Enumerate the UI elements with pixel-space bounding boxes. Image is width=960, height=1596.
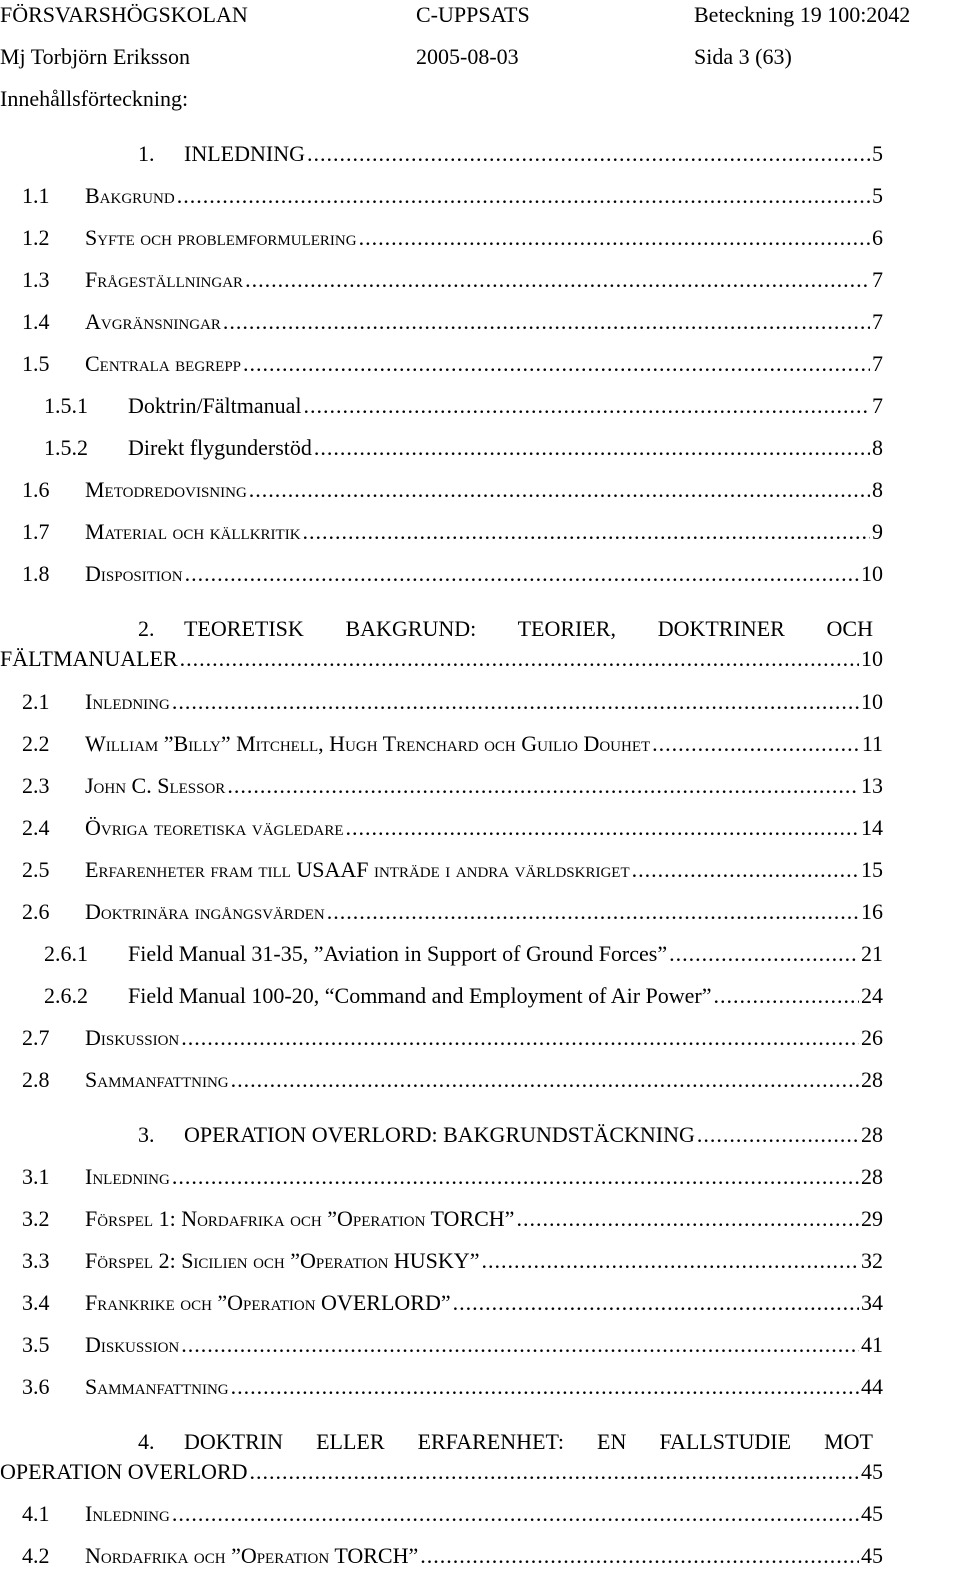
leader-dots: [245, 267, 870, 293]
toc-number: 2.7: [22, 1025, 50, 1050]
leader-dots: [669, 941, 859, 967]
toc-entry-title: Inledning: [85, 1501, 170, 1526]
toc-entry-title: Frågeställningar: [85, 267, 244, 292]
toc-entry-title: Övriga teoretiska vägledare: [85, 815, 344, 840]
toc-page: 8: [872, 435, 883, 460]
toc-page: 41: [861, 1332, 883, 1357]
toc-number: 1.7: [22, 519, 50, 544]
toc-entry-4-2[interactable]: [0, 1543, 960, 1573]
toc-page: 7: [872, 351, 883, 376]
toc-entry-title: OPERATION OVERLORD: [0, 1459, 248, 1484]
toc-entry-1-8[interactable]: [0, 561, 960, 591]
toc-entry-4-line-2[interactable]: [0, 1459, 960, 1489]
toc-page: 32: [861, 1248, 883, 1273]
toc-number: 1.8: [22, 561, 50, 586]
toc-entry-2-5[interactable]: [0, 857, 960, 887]
toc-entry-title: Centrala begrepp: [85, 351, 242, 376]
leader-dots: [314, 435, 870, 461]
toc-page: 24: [861, 983, 883, 1008]
toc-entry-1-5-2[interactable]: [0, 435, 960, 465]
toc-page: 7: [872, 309, 883, 334]
toc-entry-title: OPERATION OVERLORD: BAKGRUNDSTÄCKNING: [184, 1122, 695, 1147]
toc-number: 3.3: [22, 1248, 50, 1273]
page-number: Sida 3 (63): [694, 44, 792, 69]
leader-dots: [181, 1332, 859, 1358]
toc-page: 10: [861, 646, 883, 671]
toc-entry-title: Nordafrika och ”Operation TORCH”: [85, 1543, 419, 1568]
toc-page: 21: [861, 941, 883, 966]
toc-entry-1-4[interactable]: [0, 309, 960, 339]
toc-entry-title: Sammanfattning: [85, 1067, 229, 1092]
leader-dots: [172, 1164, 859, 1190]
leader-dots: [231, 1374, 859, 1400]
toc-entry-3-4[interactable]: [0, 1290, 960, 1320]
toc-page: 45: [861, 1459, 883, 1484]
toc-entry-1-1[interactable]: [0, 183, 960, 213]
toc-number: 2.8: [22, 1067, 50, 1092]
page-header-row-2: [0, 44, 960, 74]
toc-number: 3.5: [22, 1332, 50, 1357]
toc-entry-title: John C. Slessor: [85, 773, 226, 798]
toc-entry-title: Syfte och problemformulering: [85, 225, 357, 250]
leader-dots: [227, 773, 859, 799]
toc-page: 7: [872, 393, 883, 418]
toc-number: 1.5.2: [44, 435, 88, 460]
leader-dots: [307, 141, 870, 167]
toc-entry-4-line-1[interactable]: [0, 1429, 960, 1459]
toc-entry-1[interactable]: [0, 141, 960, 171]
leader-dots: [249, 477, 870, 503]
leader-dots: [632, 857, 859, 883]
toc-entry-title: Doktrin/Fältmanual: [128, 393, 302, 418]
toc-number: 4.1: [22, 1501, 50, 1526]
document-date: 2005-08-03: [416, 44, 519, 69]
toc-entry-2-6-1[interactable]: [0, 941, 960, 971]
toc-page: 26: [861, 1025, 883, 1050]
leader-dots: [185, 561, 859, 587]
toc-entry-title: Direkt flygunderstöd: [128, 435, 312, 460]
toc-page: 7: [872, 267, 883, 292]
leader-dots: [303, 519, 870, 545]
toc-number: 2.4: [22, 815, 50, 840]
toc-entry-2-4[interactable]: [0, 815, 960, 845]
toc-entry-3-6[interactable]: [0, 1374, 960, 1404]
toc-entry-title: Diskussion: [85, 1332, 180, 1357]
toc-entry-4-1[interactable]: [0, 1501, 960, 1531]
toc-number: 1.4: [22, 309, 50, 334]
toc-entry-title: Bakgrund: [85, 183, 175, 208]
toc-number: 2.1: [22, 689, 50, 714]
toc-entry-title: Inledning: [85, 689, 170, 714]
toc-entry-1-3[interactable]: [0, 267, 960, 297]
leader-dots: [223, 309, 870, 335]
toc-page: 45: [861, 1543, 883, 1568]
toc-page: 28: [861, 1164, 883, 1189]
toc-entry-1-5-1[interactable]: [0, 393, 960, 423]
toc-entry-title: Förspel 1: Nordafrika och ”Operation TORCH”: [85, 1206, 515, 1231]
toc-number: 1.1: [22, 183, 50, 208]
leader-dots: [327, 899, 859, 925]
leader-dots: [243, 351, 870, 377]
toc-entry-1-2[interactable]: [0, 225, 960, 255]
leader-dots: [714, 983, 859, 1009]
toc-entry-1-6[interactable]: [0, 477, 960, 507]
document-type: C-UPPSATS: [416, 2, 530, 27]
leader-dots: [652, 731, 860, 757]
leader-dots: [359, 225, 870, 251]
toc-entry-1-7[interactable]: [0, 519, 960, 549]
leader-dots: [172, 689, 859, 715]
toc-entry-3-1[interactable]: [0, 1164, 960, 1194]
toc-entry-title: Metodredovisning: [85, 477, 247, 502]
toc-entry-2-line-2[interactable]: [0, 646, 960, 676]
toc-entry-title: Inledning: [85, 1164, 170, 1189]
school-name: FÖRSVARSHÖGSKOLAN: [0, 2, 248, 27]
leader-dots: [250, 1459, 860, 1485]
leader-dots: [231, 1067, 859, 1093]
toc-entry-2-8[interactable]: [0, 1067, 960, 1097]
toc-number: 3.2: [22, 1206, 50, 1231]
toc-entry-2-7[interactable]: [0, 1025, 960, 1055]
toc-entry-2-3[interactable]: [0, 773, 960, 803]
designation: Beteckning 19 100:2042: [694, 2, 911, 27]
toc-number: 3.: [138, 1122, 155, 1147]
toc-page: 5: [872, 141, 883, 166]
toc-entry-title: Avgränsningar: [85, 309, 221, 334]
toc-page: 16: [861, 899, 883, 924]
toc-entry-3-3[interactable]: [0, 1248, 960, 1278]
toc-number: 4.: [138, 1429, 155, 1454]
toc-number: 1.: [138, 141, 155, 166]
toc-number: 2.5: [22, 857, 50, 882]
toc-entry-1-5[interactable]: [0, 351, 960, 381]
leader-dots: [346, 815, 859, 841]
leader-dots: [697, 1122, 859, 1148]
toc-page: 44: [861, 1374, 883, 1399]
page-header-row-1: [0, 2, 960, 32]
toc-number: 1.5: [22, 351, 50, 376]
toc-page: 13: [861, 773, 883, 798]
toc-number: 3.1: [22, 1164, 50, 1189]
leader-dots: [177, 183, 870, 209]
toc-entry-2-1[interactable]: [0, 689, 960, 719]
leader-dots: [181, 1025, 859, 1051]
toc-page: 8: [872, 477, 883, 502]
toc-number: 2.: [138, 616, 155, 641]
toc-page: 34: [861, 1290, 883, 1315]
toc-entry-title: Field Manual 100-20, “Command and Employment of Air Power”: [128, 983, 712, 1008]
toc-page: 28: [861, 1122, 883, 1147]
toc-number: 2.6: [22, 899, 50, 924]
toc-number: 4.2: [22, 1543, 50, 1568]
toc-number: 1.3: [22, 267, 50, 292]
toc-page: 6: [872, 225, 883, 250]
author-name: Mj Torbjörn Eriksson: [0, 44, 190, 69]
toc-entry-title: William ”Billy” Mitchell, Hugh Trenchard och Guilio Douhet: [85, 731, 651, 756]
toc-entry-2-2[interactable]: [0, 731, 960, 761]
toc-entry-title: Doktrinära ingångsvärden: [85, 899, 325, 924]
toc-number: 2.6.2: [44, 983, 88, 1008]
toc-number: 2.3: [22, 773, 50, 798]
toc-page: 11: [861, 731, 883, 756]
toc-entry-title: TEORETISK BAKGRUND: TEORIER, DOKTRINER OCH: [184, 616, 873, 641]
toc-page: 9: [872, 519, 883, 544]
toc-entry-3-2[interactable]: [0, 1206, 960, 1236]
toc-number: 1.5.1: [44, 393, 88, 418]
toc-entry-2-6[interactable]: [0, 899, 960, 929]
toc-entry-title: Erfarenheter fram till USAAF inträde i andra världskriget: [85, 857, 630, 882]
toc-number: 1.2: [22, 225, 50, 250]
leader-dots: [516, 1206, 859, 1232]
toc-entry-title: INLEDNING: [184, 141, 305, 166]
toc-page: 15: [861, 857, 883, 882]
toc-number: 3.6: [22, 1374, 50, 1399]
toc-entry-title: Material och källkritik: [85, 519, 301, 544]
toc-entry-3[interactable]: [0, 1122, 960, 1152]
toc-entry-2-line-1[interactable]: [0, 616, 960, 646]
toc-entry-title: Sammanfattning: [85, 1374, 229, 1399]
toc-page: 10: [861, 561, 883, 586]
toc-page: 29: [861, 1206, 883, 1231]
toc-entry-title: DOKTRIN ELLER ERFARENHET: EN FALLSTUDIE MOT: [184, 1429, 873, 1454]
toc-number: 2.6.1: [44, 941, 88, 966]
toc-number: 2.2: [22, 731, 50, 756]
toc-number: 1.6: [22, 477, 50, 502]
toc-entry-title: Förspel 2: Sicilien och ”Operation HUSKY”: [85, 1248, 480, 1273]
toc-page: 14: [861, 815, 883, 840]
toc-page: 45: [861, 1501, 883, 1526]
toc-page: 28: [861, 1067, 883, 1092]
toc-entry-title: Field Manual 31-35, ”Aviation in Support of Ground Forces”: [128, 941, 668, 966]
leader-dots: [304, 393, 870, 419]
toc-page: 5: [872, 183, 883, 208]
toc-entry-title: Diskussion: [85, 1025, 180, 1050]
toc-number: 3.4: [22, 1290, 50, 1315]
toc-entry-title: Frankrike och ”Operation OVERLORD”: [85, 1290, 451, 1315]
leader-dots: [453, 1290, 859, 1316]
leader-dots: [420, 1543, 859, 1569]
toc-entry-2-6-2[interactable]: [0, 983, 960, 1013]
toc-entry-title: Disposition: [85, 561, 183, 586]
toc-entry-title: FÄLTMANUALER: [0, 646, 178, 671]
leader-dots: [481, 1248, 859, 1274]
toc-entry-3-5[interactable]: [0, 1332, 960, 1362]
leader-dots: [180, 646, 859, 672]
toc-title: Innehållsförteckning:: [0, 86, 189, 111]
leader-dots: [172, 1501, 859, 1527]
toc-page: 10: [861, 689, 883, 714]
